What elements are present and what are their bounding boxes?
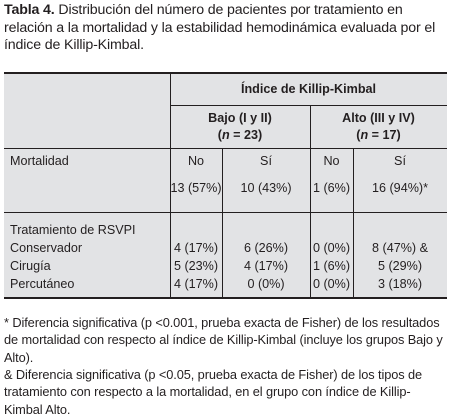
row-conservador-alto-no: 0 (0%) bbox=[312, 241, 351, 255]
data-table bbox=[4, 72, 447, 299]
row-cirugia-alto-si: 5 (29%) bbox=[377, 259, 423, 273]
group-bajo-n-var: n bbox=[221, 128, 230, 142]
mortalidad-alto-no: 1 (6%) bbox=[312, 181, 351, 195]
subheader-alto-no: No bbox=[323, 154, 340, 168]
row-conservador-label: Conservador bbox=[10, 241, 83, 255]
row-percutaneo-bajo-no: 4 (17%) bbox=[173, 277, 219, 291]
row-conservador-bajo-si: 6 (26%) bbox=[243, 241, 289, 255]
mortalidad-label: Mortalidad bbox=[10, 154, 69, 168]
footnote-mortality: * Diferencia significativa (p <0.001, prueba exacta de Fisher) de los resultados de mortalidad con respecto al índice de Killip-Kimbal (incluye los grupos Bajo y Alto). bbox=[4, 315, 443, 365]
subheader-bajo-si: Sí bbox=[260, 154, 272, 168]
mortalidad-bajo-no: 13 (57%) bbox=[170, 181, 222, 195]
rule-under-group-header bbox=[170, 105, 447, 106]
group-alto-n-var: n bbox=[360, 128, 369, 142]
row-percutaneo-alto-no: 0 (0%) bbox=[312, 277, 351, 291]
subheader-bajo-no: No bbox=[187, 154, 205, 168]
mortalidad-bajo-si: 10 (43%) bbox=[240, 181, 292, 195]
row-conservador-alto-si: 8 (47%) & bbox=[372, 241, 428, 255]
rule-under-mortalidad bbox=[4, 212, 447, 213]
row-percutaneo-alto-si: 3 (18%) bbox=[377, 277, 423, 291]
mortalidad-alto-si: 16 (94%)* bbox=[371, 181, 428, 195]
row-cirugia-bajo-no: 5 (23%) bbox=[173, 259, 219, 273]
row-conservador-bajo-no: 4 (17%) bbox=[173, 241, 219, 255]
row-percutaneo-bajo-si: 0 (0%) bbox=[247, 277, 285, 291]
row-cirugia-alto-no: 1 (6%) bbox=[312, 259, 351, 273]
group-bajo-n-rest: = 23) bbox=[229, 128, 263, 142]
group-alto-name: Alto (III y IV) bbox=[342, 111, 415, 125]
table-caption bbox=[4, 2, 448, 55]
rule-under-groups bbox=[4, 148, 447, 149]
row-percutaneo-label: Percutáneo bbox=[10, 277, 75, 291]
group-bajo-n: (n = 23) bbox=[217, 128, 263, 142]
group-alto-n-rest: = 17) bbox=[368, 128, 401, 142]
row-cirugia-label: Cirugía bbox=[10, 259, 51, 273]
caption-label: Tabla 4. bbox=[4, 2, 55, 18]
group-bajo-name: Bajo (I y II) bbox=[208, 111, 272, 125]
footnote-treatment: & Diferencia significativa (p <0.05, prueba exacta de Fisher) de los tipos de tratamiento con respecto a la mortalidad, en el grupo con índice de Killip-Kimbal Alto. bbox=[4, 367, 423, 417]
group-header: Índice de Killip-Kimbal bbox=[240, 82, 377, 96]
group-alto-n: (n = 17) bbox=[356, 128, 401, 142]
caption-text: Distribución del número de pacientes por tratamiento en relación a la mortalidad y la estabilidad hemodinámica evaluada por el índice de Killip-Kimbal. bbox=[4, 2, 436, 54]
row-cirugia-bajo-si: 4 (17%) bbox=[243, 259, 289, 273]
tratamiento-label: Tratamiento de RSVPI bbox=[10, 223, 136, 237]
subheader-alto-si: Sí bbox=[394, 154, 406, 168]
